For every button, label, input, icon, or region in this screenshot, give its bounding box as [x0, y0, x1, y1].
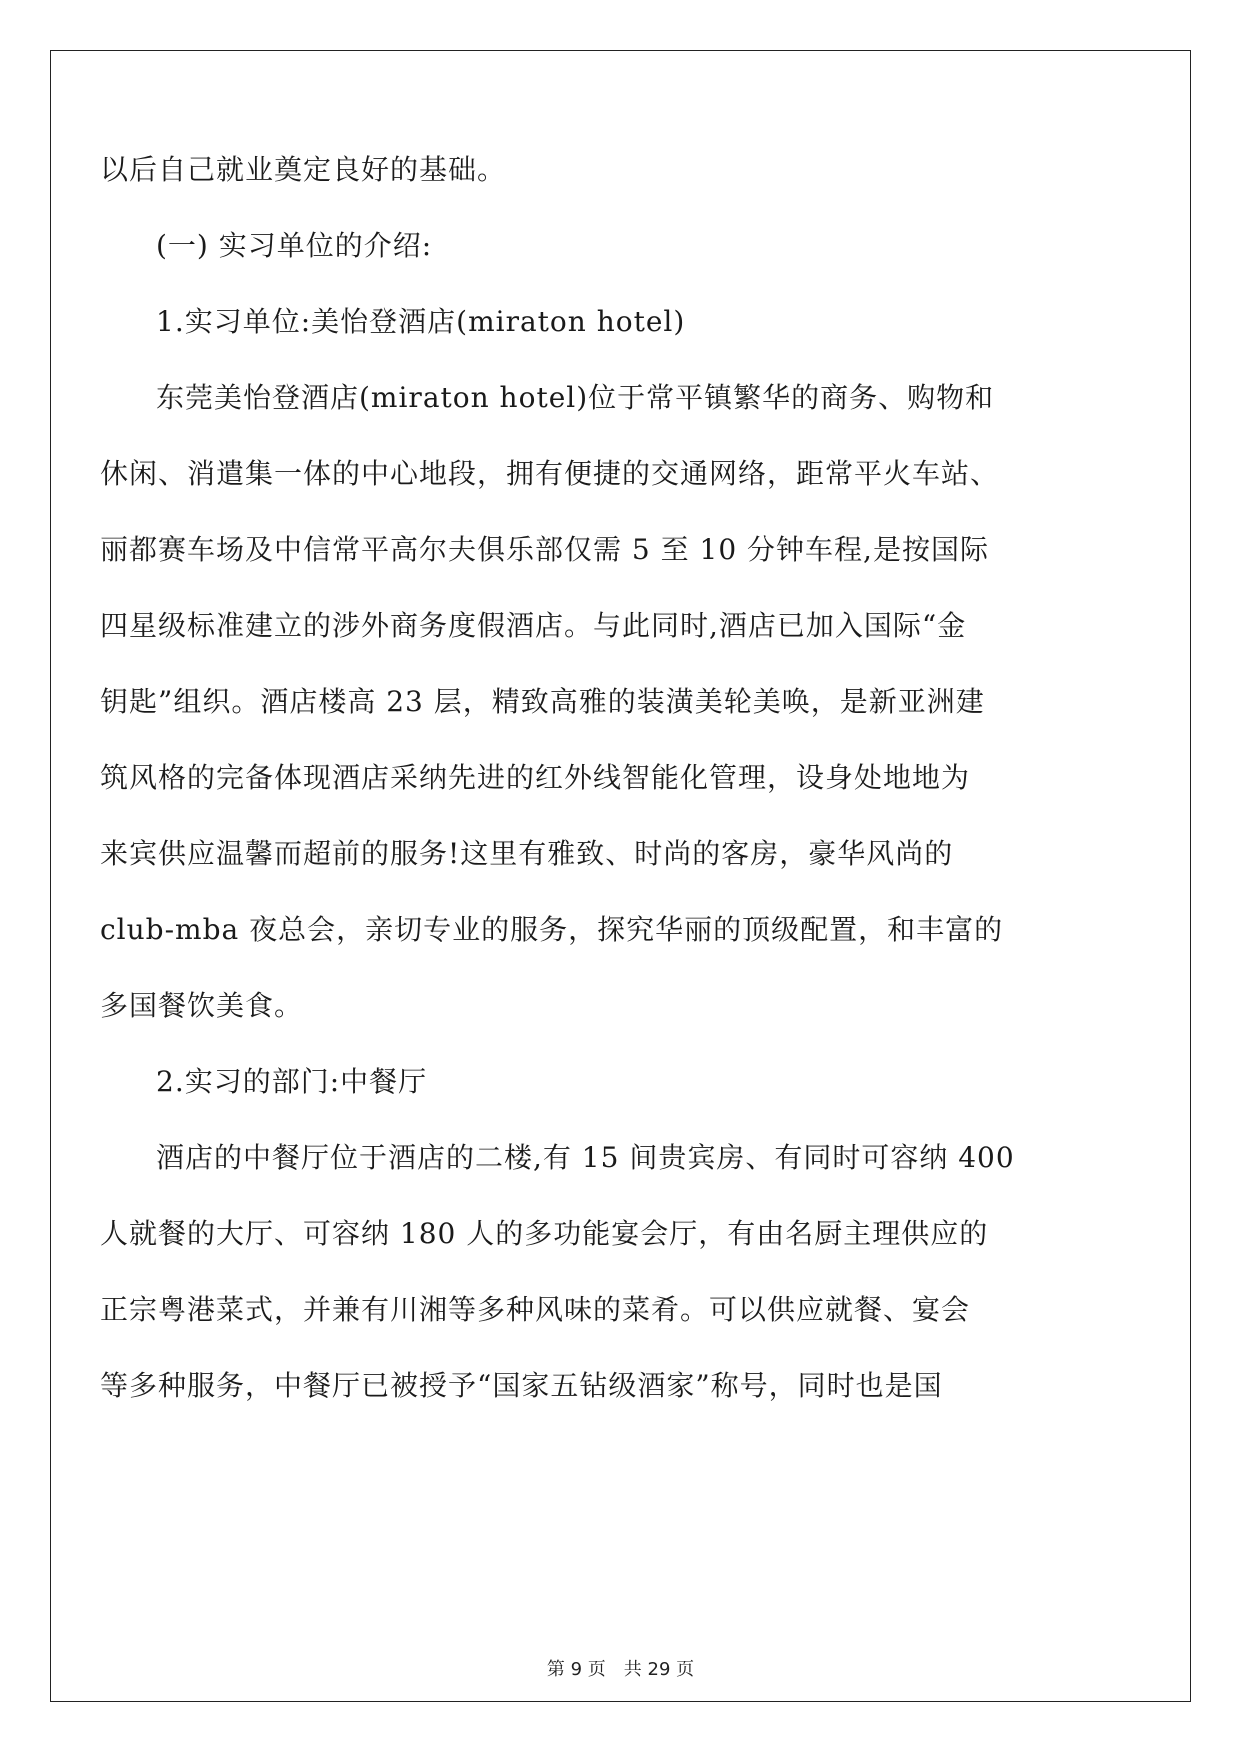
text-line: 钥匙”组织。酒店楼高 23 层，精致高雅的装潢美轮美唤，是新亚洲建	[100, 685, 985, 718]
text-line: 正宗粤港菜式，并兼有川湘等多种风味的菜肴。可以供应就餐、宴会	[100, 1293, 971, 1326]
text-line: 等多种服务，中餐厅已被授予“国家五钻级酒家”称号，同时也是国	[100, 1369, 943, 1402]
text-line: 多国餐饮美食。	[100, 989, 304, 1022]
text-line: 来宾供应温馨而超前的服务!这里有雅致、时尚的客房，豪华风尚的	[100, 837, 954, 870]
text-line: 东莞美怡登酒店(miraton hotel)位于常平镇繁华的商务、购物和	[156, 381, 995, 414]
text-line: 酒店的中餐厅位于酒店的二楼,有 15 间贵宾房、有同时可容纳 400	[156, 1141, 1015, 1174]
text-line: 人就餐的大厅、可容纳 180 人的多功能宴会厅，有由名厨主理供应的	[100, 1217, 989, 1250]
text-line: 以后自己就业奠定良好的基础。	[100, 153, 507, 186]
page-footer	[0, 1655, 1241, 1681]
text-line: 筑风格的完备体现酒店采纳先进的红外线智能化管理，设身处地地为	[100, 761, 971, 794]
text-line: 休闲、消遣集一体的中心地段，拥有便捷的交通网络，距常平火车站、	[100, 457, 1000, 490]
page-border	[50, 50, 1191, 1702]
section-heading: (一) 实习单位的介绍:	[156, 229, 433, 262]
text-line: 四星级标准建立的涉外商务度假酒店。与此同时,酒店已加入国际“金	[100, 609, 967, 642]
text-line: 丽都赛车场及中信常平高尔夫俱乐部仅需 5 至 10 分钟车程,是按国际	[100, 533, 989, 566]
subsection-heading: 2.实习的部门:中餐厅	[156, 1065, 428, 1098]
page-total: 共 29 页	[623, 1659, 695, 1680]
page-number: 第 9 页	[546, 1659, 606, 1680]
subsection-heading: 1.实习单位:美怡登酒店(miraton hotel)	[156, 305, 686, 338]
text-line: club-mba 夜总会，亲切专业的服务，探究华丽的顶级配置，和丰富的	[100, 913, 1004, 946]
